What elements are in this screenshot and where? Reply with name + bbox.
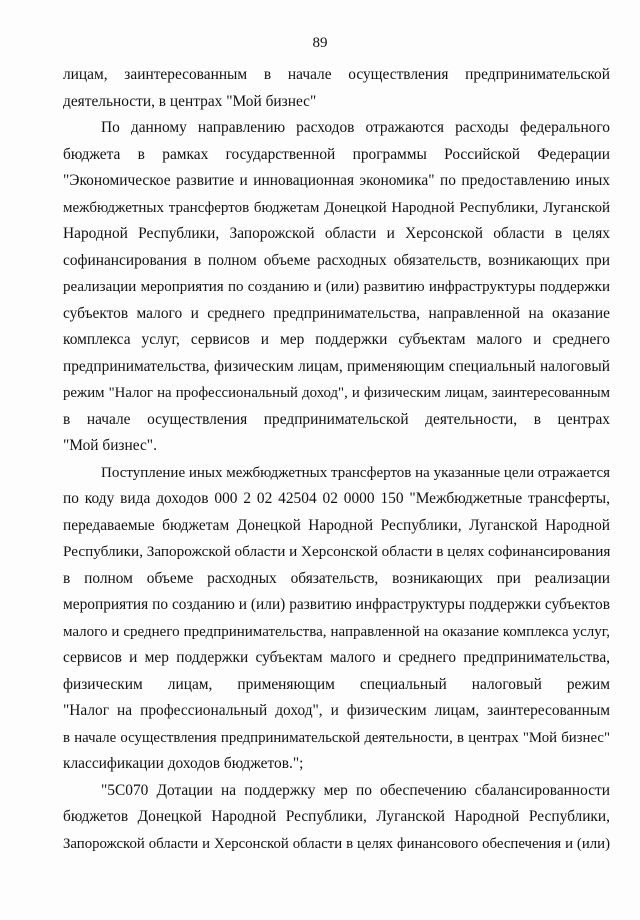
text-line: "Экономическое развитие и инновационная экономика" по предоставлению иных (63, 172, 610, 189)
text-line: реализации мероприятия по созданию и (или) развитию инфраструктуры поддержки (63, 279, 610, 295)
page-number: 89 (312, 35, 328, 51)
text-line: мероприятия по созданию и (или) развитию инфраструктуры поддержки субъектов (63, 596, 610, 613)
text-line: в начале осуществления предпринимательской деятельности, в центрах (63, 410, 610, 428)
text-line: режим "Налог на профессиональный доход", и физическим лицам, заинтересованным (63, 385, 610, 401)
text-line: в полном объеме расходных обязательств, возникающих при реализации (63, 569, 610, 587)
text-line: "Мой бизнес". (63, 437, 157, 454)
text-line: бюджетов Донецкой Народной Республики, Луганской Народной Республики, (63, 808, 610, 825)
text-line: межбюджетных трансфертов бюджетам Донецкой Народной Республики, Луганской (63, 199, 610, 216)
text-line: передаваемые бюджетам Донецкой Народной Республики, Луганской Народной (63, 516, 610, 534)
text-line: Республики, Запорожской области и Херсонской области в целях софинансирования (63, 543, 610, 560)
text-line: лицам, заинтересованным в начале осуществления предпринимательской (63, 66, 610, 83)
text-line: предпринимательства, физическим лицам, применяющим специальный налоговый (63, 357, 610, 375)
text-line: классификации доходов бюджетов."; (63, 755, 304, 772)
text-line: бюджета в рамках государственной программы Российской Федерации (63, 145, 610, 163)
text-line: по коду вида доходов 000 2 02 42504 02 0000 150 "Межбюджетные трансферты, (63, 490, 610, 507)
text-line: Поступление иных межбюджетных трансфертов на указанные цели отражается (101, 464, 610, 481)
text-line: физическим лицам, применяющим специальный налоговый режим (63, 675, 610, 693)
text-line: деятельности, в центрах "Мой бизнес" (63, 92, 317, 110)
text-line: "5С070 Дотации на поддержку мер по обеспечению сбалансированности (101, 781, 610, 799)
text-line: в начале осуществления предпринимательской деятельности, в центрах "Мой бизнес" (63, 729, 610, 746)
text-line: По данному направлению расходов отражаются расходы федерального (101, 119, 610, 136)
text-line: "Налог на профессиональный доход", и физическим лицам, заинтересованным (63, 702, 610, 719)
text-line: Запорожской области и Херсонской области в целях финансового обеспечения и (или) (63, 835, 610, 852)
text-line: сервисов и мер поддержки субъектам малого и среднего предпринимательства, (63, 649, 610, 666)
text-line: Народной Республики, Запорожской области и Херсонской области в целях (63, 225, 610, 242)
text-line: комплекса услуг, сервисов и мер поддержки субъектам малого и среднего (63, 331, 610, 348)
text-line: малого и среднего предпринимательства, направленной на оказание комплекса услуг, (63, 623, 610, 640)
text-line: субъектов малого и среднего предпринимательства, направленной на оказание (63, 304, 610, 322)
text-line: софинансирования в полном объеме расходных обязательств, возникающих при (63, 251, 610, 269)
document-body (63, 62, 610, 857)
